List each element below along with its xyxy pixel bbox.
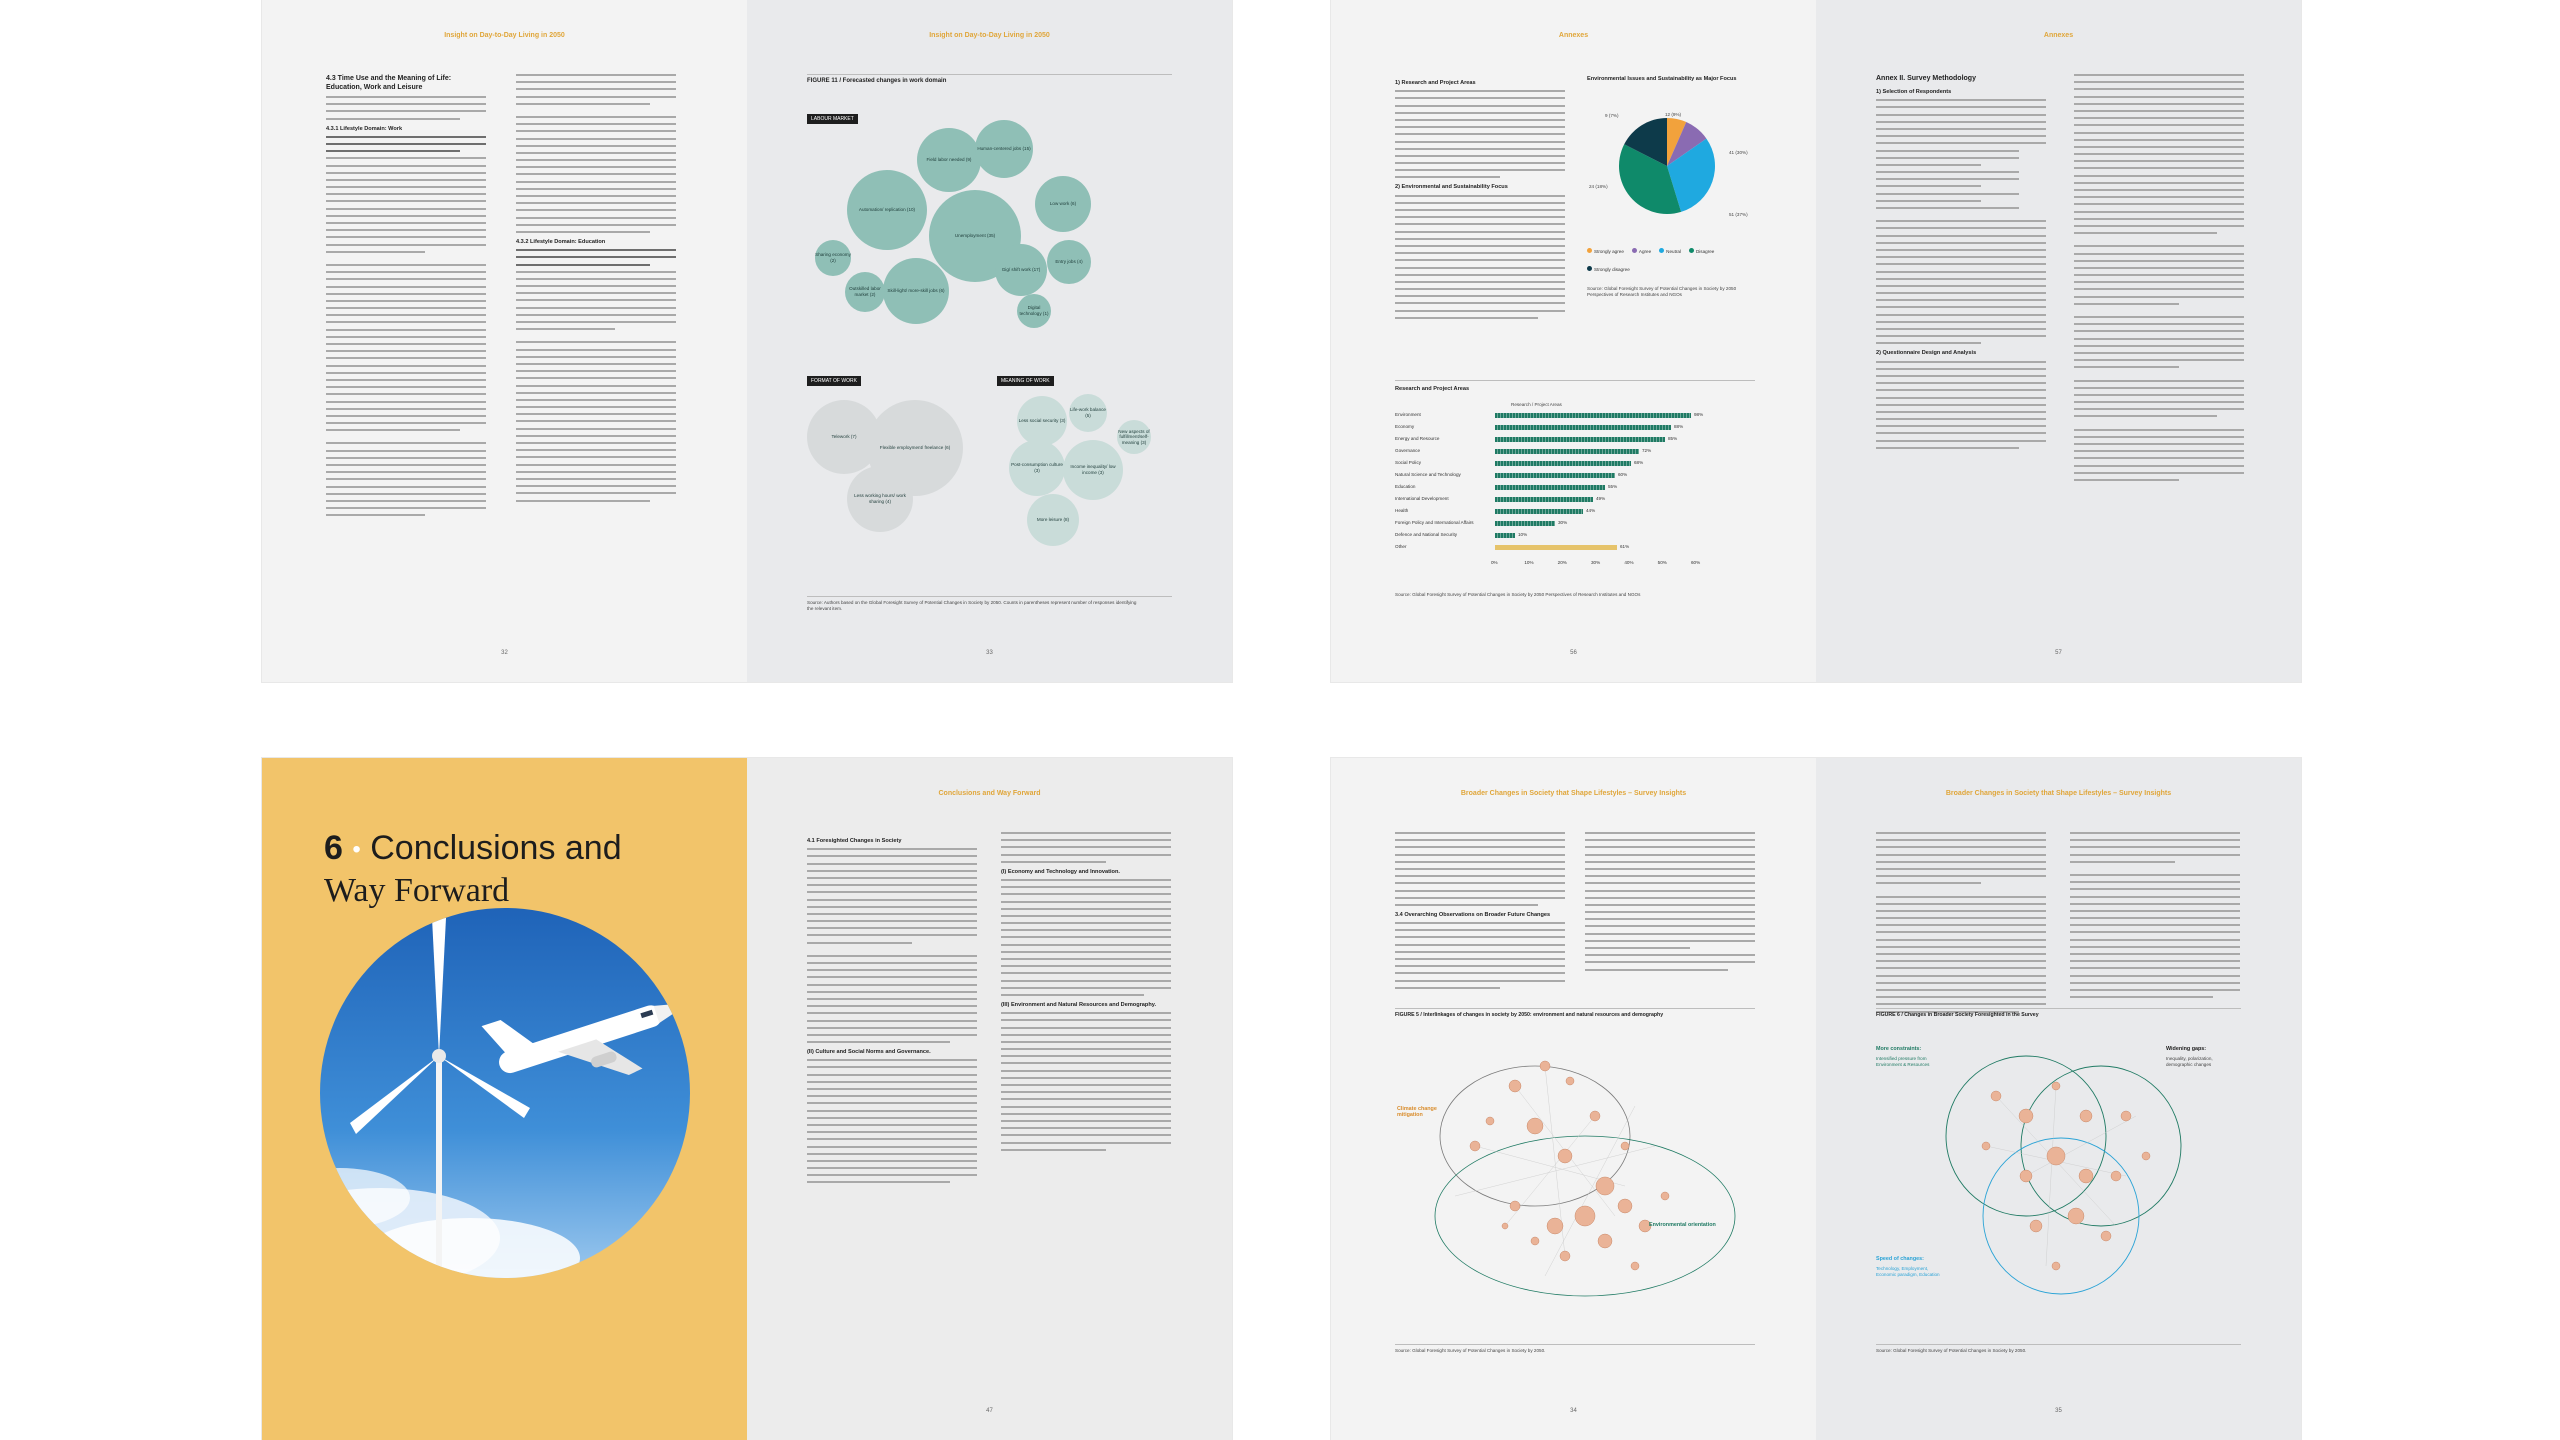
bar-value-label: 98%: [1694, 412, 1704, 417]
spread-broader-changes: [1331, 758, 2301, 1440]
bubble: Flexible employment/ freelance (6): [867, 400, 963, 496]
bubble: Entry jobs (4): [1047, 240, 1091, 284]
bar-value-label: 10%: [1518, 532, 1528, 537]
text-column-1: [1876, 832, 2046, 1018]
bar-value-label: 44%: [1586, 508, 1596, 513]
subheading: 3.4 Overarching Observations on Broader Future Changes: [1395, 911, 1551, 918]
bubble: Field labor needed (9): [917, 128, 981, 192]
x-tick-label: 20%: [1557, 560, 1567, 565]
fig6-more-constraints: More constraints:: [1876, 1046, 1922, 1052]
bar-value-label: 68%: [1634, 460, 1644, 465]
bubble: Post-consumption culture (3): [1009, 440, 1065, 496]
bubble: Skill-light/ more-skill jobs (6): [883, 258, 949, 324]
bar-source: Source: Global Foresight Survey of Potential Changes in Society by 2050 Perspectives of Research Institutes and NGOs: [1395, 592, 1641, 597]
subheading: (I) Economy and Technology and Innovation.: [1001, 868, 1120, 875]
bubble: Digital technology (1): [1017, 294, 1051, 328]
page-33: [747, 0, 1232, 682]
bar-value-label: 30%: [1558, 520, 1568, 525]
x-tick-label: 50%: [1657, 560, 1667, 565]
text-column-1: [1395, 74, 1565, 324]
fig5-label-environment: Environmental orientation: [1649, 1222, 1716, 1228]
bubble: Sharing economy (2): [815, 240, 851, 276]
page-number: 33: [986, 650, 993, 656]
spread-annexes: [1331, 0, 2301, 682]
bar-category-label: Energy and Resource: [1395, 436, 1440, 441]
bar-value-label: 55%: [1608, 484, 1618, 489]
running-head: Insight on Day-to-Day Living in 2050: [444, 32, 565, 39]
section-heading: 4.1 Foresighted Changes in Society: [807, 838, 902, 844]
bar: [1495, 497, 1593, 502]
x-tick-label: 0%: [1491, 560, 1498, 565]
pie-label: 12 (9%): [1665, 112, 1682, 117]
x-tick-label: 30%: [1591, 560, 1601, 565]
bar: [1495, 545, 1617, 550]
subheading: 2) Questionnaire Design and Analysis: [1876, 350, 1977, 357]
page-number: 35: [2055, 1408, 2062, 1414]
page-number: 57: [2055, 650, 2062, 656]
pie-source: Source: Global Foresight Survey of Potential Changes in Society by 2050 Perspectives of Research Institutes and NGOs: [1587, 286, 1737, 297]
bubble: Gig/ shift work (17): [995, 244, 1047, 296]
figure-6-title: FIGURE 6 / Changes in Broader Society Foresighted in the Survey: [1876, 1012, 2039, 1018]
fig6-more-constraints-sub: Intensified pressure from Environment & Resources: [1876, 1056, 1930, 1067]
fig6-speed-of-changes: Speed of changes:: [1876, 1256, 1924, 1262]
figure-5-source: Source: Global Foresight Survey of Potential Changes in Society by 2050.: [1395, 1348, 1546, 1353]
running-head: Broader Changes in Society that Shape Lifestyles – Survey Insights: [1945, 790, 2172, 797]
figure-5-title: FIGURE 5 / Interlinkages of changes in society by 2050: environment and natural resources and demography: [1395, 1012, 1664, 1018]
chapter-opener-page: [262, 758, 747, 1440]
page-47: [747, 758, 1232, 1440]
legend-item: Agree: [1632, 248, 1651, 254]
fig6-speed-of-changes-sub: Technology, Employment, Economic paradigm, Education: [1876, 1266, 1940, 1277]
bar-chart-subtitle: Research / Project Areas: [1511, 402, 1562, 407]
bar-value-label: 61%: [1620, 544, 1630, 549]
bubble: Outskilled labor market (2): [845, 272, 885, 312]
page-number: 34: [1570, 1408, 1577, 1414]
chapter-title-line-1: Conclusions and: [370, 829, 622, 867]
page-32: [262, 0, 747, 682]
subheading: 2) Environmental and Sustainability Focus: [1395, 184, 1508, 191]
bar-value-label: 85%: [1668, 436, 1678, 441]
legend-item: Neutral: [1659, 248, 1681, 254]
pie-label: 24 (18%): [1589, 184, 1608, 189]
bubble: Unemployment (35): [929, 190, 1021, 282]
figure-5-network: [1395, 1026, 1755, 1326]
bar-chart-title: Research and Project Areas: [1395, 386, 1470, 392]
bar-value-label: 72%: [1642, 448, 1652, 453]
page-number: 32: [501, 650, 508, 656]
bubble: Automation/ replication (10): [847, 170, 927, 250]
figure-source: Source: Authors based on the Global Foresight Survey of Potential Changes in Society by 2050. Counts in parentheses represent number of responses identifying the relevant item.: [807, 600, 1137, 611]
bar-value-label: 49%: [1596, 496, 1606, 501]
text-column-1: [326, 74, 486, 522]
bar: [1495, 425, 1671, 430]
running-head: Annexes: [2043, 32, 2074, 39]
page-56: [1331, 0, 1816, 682]
bar-category-label: International Development: [1395, 496, 1449, 501]
bar-value-label: 88%: [1674, 424, 1684, 429]
figure-6-source: Source: Global Foresight Survey of Potential Changes in Society by 2050.: [1876, 1348, 2027, 1353]
bar-chart: [1395, 412, 1755, 572]
bar-value-label: 60%: [1618, 472, 1628, 477]
bubble: Less social security (3): [1017, 396, 1067, 446]
bubble: Low work (6): [1035, 176, 1091, 232]
pie-label: 41 (30%): [1729, 150, 1748, 155]
tag-format-of-work: FORMAT OF WORK: [807, 376, 861, 386]
spread-work-domain: [262, 0, 1232, 682]
bubble: Income inequality/ low income (3): [1063, 440, 1123, 500]
text-column-1: [1876, 74, 2046, 454]
pie-label: 9 (7%): [1605, 113, 1619, 118]
pie-legend: [1587, 240, 1757, 276]
text-column-2: [516, 74, 676, 507]
tag-labour-market: LABOUR MARKET: [807, 114, 858, 124]
pie-title: Environmental Issues and Sustainability as Major Focus: [1587, 76, 1737, 82]
x-tick-label: 40%: [1624, 560, 1634, 565]
bar-category-label: Natural Science and Technology: [1395, 472, 1461, 477]
text-column-2: [1001, 832, 1171, 1156]
page-57: [1816, 0, 2301, 682]
figure-6-venn: [1876, 1026, 2241, 1326]
bar: [1495, 449, 1639, 454]
text-column-1: [1395, 832, 1565, 994]
bubble: Less working hours/ work sharing (4): [847, 466, 913, 532]
bar: [1495, 413, 1691, 418]
page-number: 47: [986, 1408, 993, 1414]
bar-category-label: Defence and National Security: [1395, 532, 1458, 537]
subheading: (III) Environment and Natural Resources and Demography.: [1001, 1001, 1156, 1008]
legend-item: Strongly disagree: [1587, 266, 1630, 272]
bar: [1495, 473, 1615, 478]
tag-meaning-of-work: MEANING OF WORK: [997, 376, 1054, 386]
text-column-2: [1585, 832, 1755, 976]
chapter-title: 6 • Conclusions and Way Forward: [324, 829, 622, 910]
subheading: 4.3.1 Lifestyle Domain: Work: [326, 125, 403, 132]
page-number: 56: [1570, 650, 1577, 656]
running-head: Insight on Day-to-Day Living in 2050: [929, 32, 1050, 39]
text-column-2: [2074, 74, 2244, 486]
bubble: More leisure (8): [1027, 494, 1079, 546]
bar: [1495, 533, 1515, 538]
bar: [1495, 509, 1583, 514]
section-heading: 4.3 Time Use and the Meaning of Life: Education, Work and Leisure: [326, 75, 452, 91]
bar-category-label: Environment: [1395, 412, 1421, 417]
bubble: Life-work balance (5): [1069, 394, 1107, 432]
text-column-1: [807, 832, 977, 1189]
page-34: [1331, 758, 1816, 1440]
x-tick-label: 60%: [1691, 560, 1701, 565]
chapter-number: 6: [324, 829, 343, 867]
bar-category-label: Education: [1395, 484, 1416, 489]
bar: [1495, 461, 1631, 466]
text-column-2: [2070, 832, 2240, 1003]
fig5-label-climate: Climate change mitigation: [1397, 1106, 1437, 1118]
subheading: 1) Selection of Respondents: [1876, 89, 1952, 95]
bubble: Human-centered jobs (15): [975, 120, 1033, 178]
bar-category-label: Economy: [1395, 424, 1415, 429]
pie-label: 51 (37%): [1729, 212, 1748, 217]
bubble: Telework (7): [807, 400, 881, 474]
spread-conclusions: [262, 758, 1232, 1440]
figure-rule: [807, 74, 1172, 75]
running-head: Annexes: [1558, 32, 1589, 39]
bar: [1495, 485, 1605, 490]
pie-chart: [1617, 116, 1717, 216]
bar-category-label: Foreign Policy and International Affairs: [1395, 520, 1474, 525]
subheading: (II) Culture and Social Norms and Governance.: [807, 1049, 931, 1056]
fig6-widening-gaps: Widening gaps:: [2166, 1046, 2207, 1052]
bubble: New aspects of fulfillment/self-meaning (3): [1117, 420, 1151, 454]
legend-item: Disagree: [1689, 248, 1714, 254]
fig6-widening-gaps-sub: Inequality, polarization, demographic changes: [2166, 1056, 2213, 1067]
bar: [1495, 437, 1665, 442]
page-35: [1816, 758, 2301, 1440]
bar-category-label: Governance: [1395, 448, 1421, 453]
airplane-turbine-photo: [320, 908, 690, 1278]
x-tick-label: 10%: [1524, 560, 1534, 565]
legend-item: Strongly agree: [1587, 248, 1624, 254]
figure-title: FIGURE 11 / Forecasted changes in work domain: [807, 78, 947, 84]
bar-category-label: Social Policy: [1395, 460, 1422, 465]
subheading: 4.3.2 Lifestyle Domain: Education: [516, 238, 606, 245]
chapter-title-line-2: Way Forward: [324, 872, 510, 910]
bar: [1495, 521, 1555, 526]
annex-heading: Annex II. Survey Methodology: [1876, 75, 1976, 82]
running-head: Conclusions and Way Forward: [938, 790, 1041, 797]
bar-category-label: Other: [1395, 544, 1407, 549]
subheading: 1) Research and Project Areas: [1395, 80, 1476, 86]
bar-category-label: Health: [1395, 508, 1409, 513]
running-head: Broader Changes in Society that Shape Lifestyles – Survey Insights: [1460, 790, 1687, 797]
